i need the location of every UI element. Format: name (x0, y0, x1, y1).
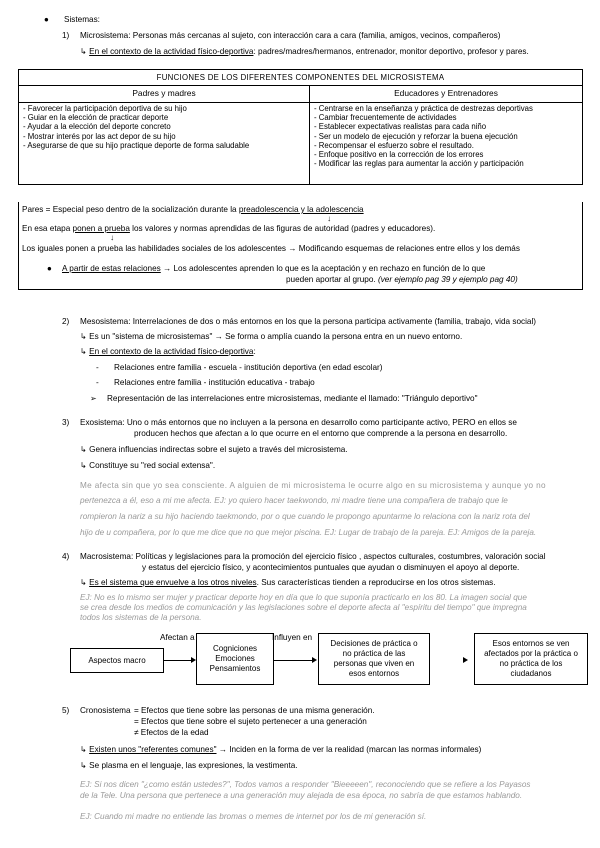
list-item: - Asegurarse de que su hijo practique deporte de forma saludable (23, 140, 250, 150)
pares-line5 (286, 275, 518, 285)
flow-text: Decisiones de práctica o (330, 639, 418, 648)
flow-box-environments (474, 633, 588, 685)
pares-text: En esa etapa (22, 224, 73, 233)
meso-number: 2) (62, 317, 70, 326)
flow-box-cognitions (196, 633, 274, 685)
meso-text: Es un "sistema de microsistemas" → Se forma o amplía cuando la persona entra en un nuevo entorno. (89, 332, 463, 341)
exo-b1 (80, 445, 348, 455)
pares-underlined: preadolescencia y la adolescencia (238, 205, 364, 214)
micro-context-label: En el contexto de la actividad físico-deportiva (89, 47, 254, 56)
micro-context-text: : padres/madres/hermanos, entrenador, monitor deportivo, profesor y pares. (253, 47, 529, 56)
exo-line1 (80, 418, 517, 428)
down-arrow-icon: ↓ (110, 233, 115, 242)
meso-line2 (80, 332, 462, 342)
macro-example2: se crea desde los medios de comunicación y las legislaciones sobre el deporte afecta al "espíritu del tiempo" que impregna (80, 603, 527, 612)
dash: - (96, 378, 99, 387)
crono-b1 (80, 745, 481, 755)
flow-text: esos entornos (348, 669, 400, 678)
exo-text: Genera influencias indirectas sobre el sujeto a través del microsistema. (89, 445, 348, 454)
meso-rel2: Relaciones entre familia - institución educativa - trabajo (114, 378, 315, 387)
bullet: ● (47, 264, 52, 273)
pares-text: Pares = Especial peso dentro de la socialización durante la (22, 205, 239, 214)
microsystem-table (18, 69, 583, 185)
exo-number: 3) (62, 418, 70, 427)
list-item: - Favorecer la participación deportiva de su hijo (23, 104, 187, 114)
crono-example3: EJ: Cuando mi madre no entiende las bromas o memes de internet por los de mi generación sí. (80, 812, 427, 821)
dash: - (96, 363, 99, 372)
pares-line1 (22, 205, 364, 215)
pares-underlined: ponen a prueba (72, 224, 130, 233)
macro-example1: EJ: No es lo mismo ser mujer y practicar deporte hoy en día que lo que suponía practicarlo en los 80. La imagen social que (80, 593, 527, 602)
flow-text: Cogniciones (212, 644, 258, 653)
macro-line2: y estatus del ejercicio físico, y acontecimientos puntuales que ayudan o disminuyen el apoyo al deporte. (142, 563, 520, 572)
micro-label: Microsistema (80, 31, 129, 40)
exo-example2: pertenezca a él, eso a mi me afecta. EJ: yo quiero hacer taekwondo, mi madre tiene una compañera de trabajo que le (80, 496, 508, 505)
flow-text: Aspectos macro (88, 655, 146, 665)
arrow-icon: ↳ (80, 445, 87, 454)
flow-text: no práctica de los (499, 659, 563, 668)
crono-text: Se plasma en el lenguaje, las expresiones, la vestimenta. (89, 761, 298, 770)
list-item: - Enfoque positivo en la corrección de los errores (314, 150, 484, 160)
col-header-educators: Educadores y Entrenadores (310, 86, 583, 103)
meso-line (80, 317, 536, 327)
arrow-icon: ↳ (80, 47, 87, 56)
list-item: - Ser un modelo de ejecución y reforzar la buena ejecución (314, 131, 518, 141)
meso-text: : (253, 347, 256, 356)
flow-arrow-icon (312, 657, 317, 663)
exo-text: Constituye su "red social extensa". (89, 461, 216, 470)
exo-example3: rompieron la nariz a su hijo haciendo taekmondo, por o que cuando le propongo apuntarme lo relaciona con la nariz rota del (80, 512, 530, 521)
flow-box-macro (70, 648, 164, 673)
exo-text: : Uno o más entornos que no incluyen a la persona en desarrollo como participante activo, PERO en ellos se (122, 418, 517, 427)
pares-text: los valores y normas aprendidas de las figuras de autoridad (padres y educadores). (129, 224, 436, 233)
pares-underlined: A partir de estas relaciones (62, 264, 161, 273)
arrow-icon: ↳ (80, 332, 87, 341)
list-item: - Centrarse en la enseñanza y práctica de destrezas deportivas (314, 104, 533, 114)
crono-underlined: Existen unos "referentes comunes" (89, 745, 217, 754)
crono-e2: = Efectos que tiene sobre el sujeto pertenecer a una generación (134, 717, 367, 726)
micro-number: 1) (62, 31, 70, 40)
list-item: - Guiar en la elección de practicar deporte (23, 113, 169, 123)
flow-text: ciudadanos (510, 669, 552, 678)
micro-text: : Personas más cercanas al sujeto, con interacción cara a cara (familia, amigos, vecinos, compañeros) (128, 31, 501, 40)
flow-label-influyen: Influyen en (272, 633, 313, 642)
exo-label: Exosistema (80, 418, 123, 427)
exo-line2: producen hechos que afectan a lo que ocurre en el entorno que comprende a la persona en desarrollo. (134, 429, 508, 438)
macro-b1 (80, 578, 496, 588)
flow-text: Pensamientos (209, 664, 261, 673)
arrow-icon: ↳ (80, 745, 87, 754)
exo-b2 (80, 461, 215, 471)
macro-text: . Sus características tienden a reproducirse en los otros sistemas. (256, 578, 496, 587)
crono-e3: ≠ Efectos de la edad (134, 728, 209, 737)
meso-text: : Interrelaciones de dos o más entornos en los que la persona participa activamente (familia, trabajo, vida social) (128, 317, 537, 326)
exo-example4: hijo de u compañera, por lo que me dice que no que mejor piscina. EJ: Lugar de trabajo de la pareja. EJ: Amigos de la pareja. (80, 528, 537, 537)
flow-text: afectados por la práctica o (484, 649, 578, 658)
meso-triangle: Representación de las interrelaciones entre microsistemas, mediante el llamado: "Triángulo deportivo" (107, 394, 478, 403)
parents-cell (19, 103, 310, 185)
flow-text: no práctica de las (342, 649, 406, 658)
flow-text: personas que viven en (333, 659, 415, 668)
section-title: Sistemas: (64, 15, 100, 24)
crono-text: → Inciden en la forma de ver la realidad (marcan las normas informales) (216, 745, 482, 754)
pares-line4 (62, 264, 485, 274)
table-title: FUNCIONES DE LOS DIFERENTES COMPONENTES DEL MICROSISTEMA (19, 70, 583, 86)
micro-context (80, 47, 529, 57)
meso-rel1: Relaciones entre familia - escuela - institución deportiva (en edad escolar) (114, 363, 383, 372)
crono-example2: de la Tele. Una persona que pertenece a una generación muy alejada de esa época, no sabría de que estamos hablando. (80, 791, 523, 800)
crono-label: Cronosistema (80, 706, 131, 715)
example-ref: (ver ejemplo pag 39 y ejemplo pag 40) (377, 275, 518, 284)
pares-text: pueden aportar al grupo. (286, 275, 376, 284)
list-item: - Recompensar el esfuerzo sobre el resultado. (314, 140, 474, 150)
macro-text: : Políticas y legislaciones para la promoción del ejercicio físico , aspectos culturales, costumbres, valoración social (130, 552, 546, 561)
macro-underlined: Es el sistema que envuelve a los otros niveles (89, 578, 257, 587)
list-item: - Modificar las reglas para aumentar la acción y participación (314, 159, 524, 169)
col-header-parents: Padres y madres (19, 86, 310, 103)
meso-context (80, 347, 256, 357)
list-item: - Establecer expectativas realistas para cada niño (314, 122, 487, 132)
pares-line2 (22, 224, 435, 234)
flow-text: Emociones (215, 654, 255, 663)
list-item: - Mostrar interés por las act depor de su hijo (23, 131, 176, 141)
arrowhead-icon: ➢ (90, 394, 97, 403)
macro-number: 4) (62, 552, 70, 561)
list-item: - Ayudar a la elección del deporte concreto (23, 122, 171, 132)
exo-example1: Me afecta sin que yo sea consciente. A alguien de mi microsistema le ocurre algo en su microsistema y aunque yo no (80, 481, 546, 490)
macro-line1 (80, 552, 546, 562)
arrow-icon: ↳ (80, 578, 87, 587)
crono-b2 (80, 761, 298, 771)
bullet: ● (44, 15, 49, 24)
flow-text: Esos entornos se ven (492, 639, 570, 648)
macro-example3: todos los sistemas de la persona. (80, 613, 202, 622)
meso-context-label: En el contexto de la actividad físico-deportiva (89, 347, 254, 356)
flow-box-decisions (318, 633, 430, 685)
crono-e1: = Efectos que tiene sobre las personas de una misma generación. (134, 706, 375, 715)
macro-label: Macrosistema (80, 552, 131, 561)
meso-label: Mesosistema (80, 317, 129, 326)
list-item: - Cambiar frecuentemente de actividades (314, 113, 457, 123)
crono-example1: EJ: Si nos dicen "¿como están ustedes?", Todos vamos a responder "Bieeeeen", reconociendo que se refiere a los Payasos (80, 780, 531, 789)
arrow-icon: ↳ (80, 347, 87, 356)
crono-number: 5) (62, 706, 70, 715)
arrow-icon: ↳ (80, 461, 87, 470)
micro-line (80, 31, 500, 41)
arrow-icon: ↳ (80, 761, 87, 770)
pares-text: → Los adolescentes aprenden lo que es la aceptación y en rechazo en función de lo que (160, 264, 486, 273)
educators-cell (310, 103, 583, 185)
down-arrow-icon: ↓ (327, 214, 332, 223)
flow-arrow-icon (463, 657, 468, 663)
flow-arrow-line (164, 660, 192, 661)
flow-arrow-line (274, 660, 314, 661)
flow-label-afectan: Afectan a (160, 633, 195, 642)
pares-line3: Los iguales ponen a prueba las habilidades sociales de los adolescentes → Modificando esquemas de relaciones entre ellos y los demás (22, 244, 520, 253)
